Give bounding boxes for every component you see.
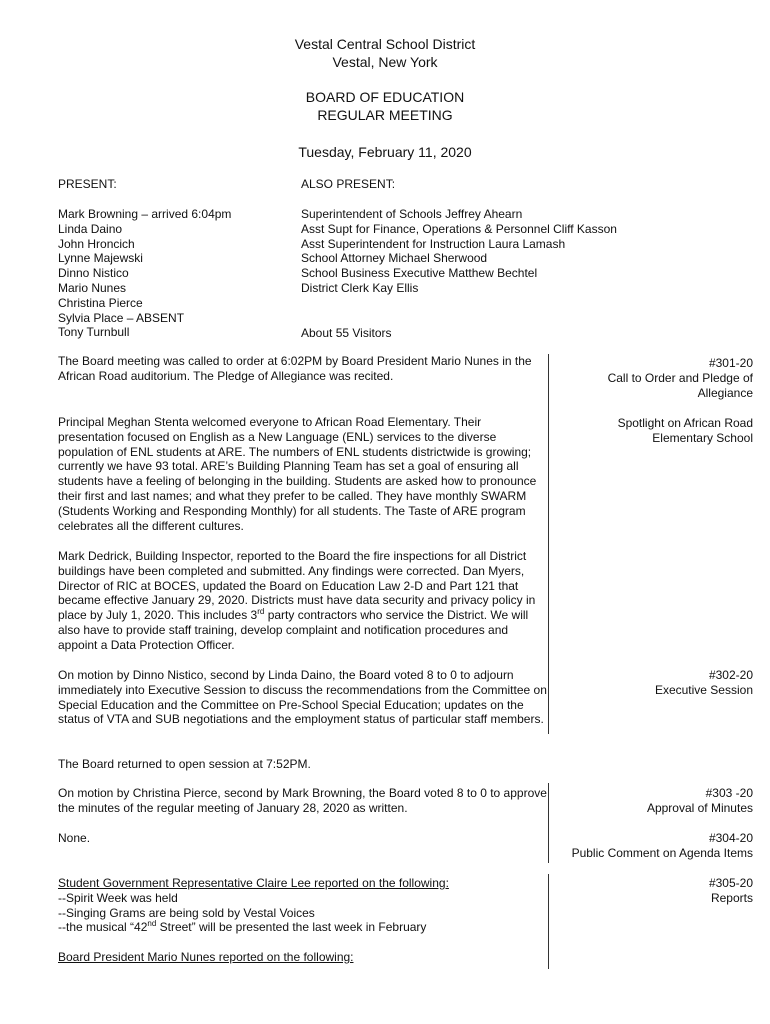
margin-note-303 [555, 786, 753, 816]
also-present-label: ALSO PRESENT: [301, 177, 396, 191]
present-member: Tony Turnbull [58, 325, 130, 340]
call-to-order-paragraph: The Board meeting was called to order at 6:02PM by Board President Mario Nunes in the African Road auditorium. The Pledge of Allegiance was recited. [58, 354, 532, 383]
also-present-member: Asst Supt for Finance, Operations & Personnel Cliff Kasson [301, 221, 617, 236]
inspector-paragraph [58, 549, 548, 653]
note-number: #304-20 [708, 831, 753, 845]
present-member: Lynne Majewski [58, 251, 143, 266]
note-title: Elementary School [652, 430, 753, 445]
note-title: Call to Order and Pledge of [607, 370, 753, 385]
public-comment-paragraph: None. [58, 831, 91, 845]
margin-note-302 [555, 668, 753, 698]
note-number: #302-20 [708, 668, 753, 682]
present-label: PRESENT: [58, 177, 117, 191]
student-report-item: --the musical “42nd Street” will be presented the last week in February [58, 919, 427, 935]
present-list [58, 207, 231, 340]
note-title: Spotlight on African Road [617, 416, 753, 430]
document-header [0, 35, 770, 71]
also-present-member: District Clerk Kay Ellis [301, 280, 419, 295]
margin-note-304 [555, 831, 753, 861]
inspector-text-cont: party contractors who service the District. We will also have to provide staff training, develop complaint and notification procedures and appoint a Data Protection Officer. [58, 608, 529, 652]
district-name: Vestal Central School District [294, 36, 476, 52]
executive-session-paragraph: On motion by Dinno Nistico, second by Linda Daino, the Board voted 8 to 0 to adjourn immediately into Executive Session to discuss the recommendations from the Committee on Special Education and the Committee on Pre-School Special Education; updates on the status of VTA and SUB negotiations and the employment status of particular staff members. [58, 668, 547, 727]
student-report [58, 876, 548, 935]
margin-divider [548, 783, 549, 863]
note-number: #303 -20 [705, 786, 753, 800]
meeting-type: REGULAR MEETING [317, 107, 453, 123]
visitors-count: About 55 Visitors [301, 326, 392, 340]
inspector-text: Mark Dedrick, Building Inspector, reported to the Board the fire inspections for all District buildings have been completed and submitted. Any findings were corrected. Dan Myers, Director of RIC at BOCES, updated the Board on Education Law 2-D and Part 121 that became effective January 29, 2020. Districts must have data security and privacy policy in place by July 1, 2020. This includes 3 [58, 549, 536, 623]
note-title: Approval of Minutes [646, 800, 753, 815]
present-member: Dinno Nistico [58, 266, 129, 281]
superscript: rd [257, 607, 265, 617]
present-member: Christina Pierce [58, 295, 143, 310]
open-session-paragraph: The Board returned to open session at 7:52PM. [58, 757, 311, 771]
note-title: Public Comment on Agenda Items [571, 845, 753, 860]
board-name: BOARD OF EDUCATION [305, 89, 465, 105]
meeting-heading [0, 88, 770, 124]
present-member: Mark Browning – arrived 6:04pm [58, 207, 232, 221]
note-title: Reports [710, 890, 753, 905]
president-report-heading: Board President Mario Nunes reported on the following: [58, 950, 354, 964]
margin-note-305 [555, 876, 753, 906]
also-present-member: School Attorney Michael Sherwood [301, 251, 488, 266]
margin-divider [548, 874, 549, 969]
present-member: Sylvia Place – ABSENT [58, 310, 185, 325]
margin-note-301 [555, 356, 753, 400]
present-member: Linda Daino [58, 221, 123, 236]
student-report-item: --Spirit Week was held [58, 890, 178, 905]
spotlight-paragraph: Principal Meghan Stenta welcomed everyone to African Road Elementary. Their presentation focused on English as a New Language (ENL) services to the diverse population of ENL students at ARE. The numbers of ENL students districtwide is growing; currently we have 93 total. ARE’s Building Planning Team has set a goal of ensuring all students have a feeling of belonging in the building. Students are asked how to pronounce their first and last names; and what they prefer to be called. They have monthly SWARM (Students Working and Responding Monthly) for all students. The Taste of ARE program celebrates all the different cultures. [58, 415, 537, 533]
also-present-member: Superintendent of Schools Jeffrey Ahearn [301, 207, 523, 221]
approval-paragraph: On motion by Christina Pierce, second by Mark Browning, the Board voted 8 to 0 to approve the minutes of the regular meeting of January 28, 2020 as written. [58, 786, 547, 815]
student-report-heading: Student Government Representative Claire Lee reported on the following: [58, 876, 449, 890]
also-present-list [301, 207, 617, 296]
note-title: Executive Session [654, 682, 753, 697]
margin-note-spotlight [555, 416, 753, 446]
also-present-member: School Business Executive Matthew Bechtel [301, 266, 538, 281]
note-number: #305-20 [708, 876, 753, 890]
margin-divider [548, 354, 549, 734]
meeting-date: Tuesday, February 11, 2020 [298, 144, 472, 160]
note-title: Allegiance [697, 385, 753, 400]
present-member: Mario Nunes [58, 280, 127, 295]
also-present-member: Asst Superintendent for Instruction Laura Lamash [301, 236, 566, 251]
student-report-item: --Singing Grams are being sold by Vestal Voices [58, 905, 315, 920]
district-location: Vestal, New York [332, 54, 438, 70]
note-number: #301-20 [708, 356, 753, 370]
present-member: John Hroncich [58, 236, 135, 251]
